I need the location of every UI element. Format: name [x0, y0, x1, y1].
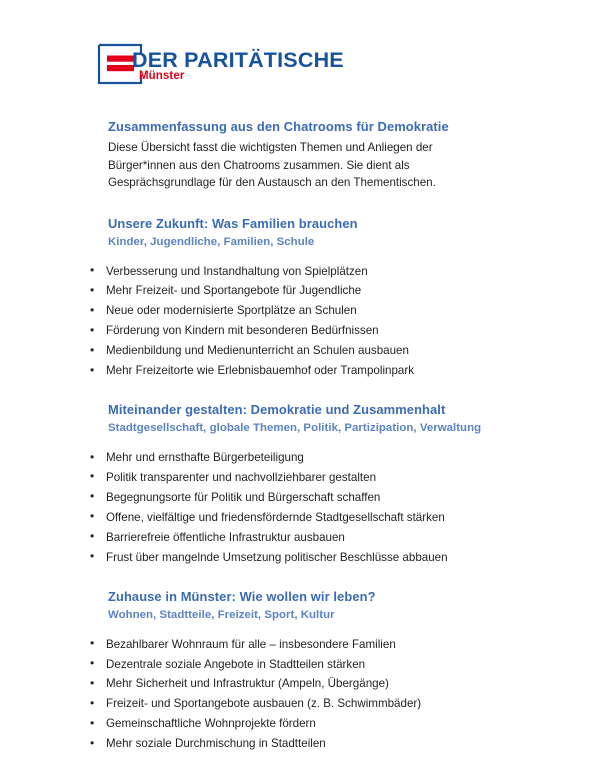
list-item: • Mehr soziale Durchmischung in Stadtteilen [90, 736, 508, 751]
section-bullet-list [108, 264, 508, 379]
document-title: Zusammenfassung aus den Chatrooms für Demokratie [108, 119, 449, 134]
list-item: • Verbesserung und Instandhaltung von Spielplätzen [90, 264, 508, 279]
list-item: • Offene, vielfältige und friedensfördernde Stadtgesellschaft stärken [90, 510, 508, 525]
list-item: • Dezentrale soziale Angebote in Stadtteilen stärken [90, 657, 508, 672]
list-item: • Mehr und ernsthafte Bürgerbeteiligung [90, 450, 508, 465]
section-demokratie [108, 402, 508, 565]
document-content [108, 119, 508, 756]
list-item: • Frust über mangelnde Umsetzung politischer Beschlüsse abbauen [90, 550, 508, 565]
section-heading: Unsere Zukunft: Was Familien brauchen [108, 215, 358, 231]
list-item: • Begegnungsorte für Politik und Bürgerschaft schaffen [90, 490, 508, 505]
section-bullet-list [108, 450, 508, 565]
list-item: • Bezahlbarer Wohnraum für alle – insbesondere Familien [90, 637, 508, 652]
section-subheading: Kinder, Jugendliche, Familien, Schule [108, 235, 315, 248]
section-wohnen [108, 589, 508, 752]
logo-wordmark: DER PARITÄTISCHE [132, 48, 344, 72]
section-familien [108, 216, 508, 379]
list-item: • Mehr Freizeit- und Sportangebote für Jugendliche [90, 283, 508, 298]
list-item: • Politik transparenter und nachvollziehbarer gestalten [90, 470, 508, 485]
list-item: • Barrierefreie öffentliche Infrastruktur ausbauen [90, 530, 508, 545]
list-item: • Freizeit- und Sportangebote ausbauen (z. B. Schwimmbäder) [90, 696, 508, 711]
section-subheading: Wohnen, Stadtteile, Freizeit, Sport, Kultur [108, 608, 335, 621]
section-subheading: Stadtgesellschaft, globale Themen, Politik, Partizipation, Verwaltung [108, 422, 482, 435]
section-heading: Miteinander gestalten: Demokratie und Zusammenhalt [108, 402, 446, 418]
section-bullet-list [108, 637, 508, 752]
list-item: • Mehr Freizeitorte wie Erlebnisbauemhof oder Trampolinpark [90, 363, 508, 378]
logo-city-label: Münster [139, 70, 185, 82]
list-item: • Gemeinschaftliche Wohnprojekte fördern [90, 716, 508, 731]
list-item: • Mehr Sicherheit und Infrastruktur (Ampeln, Übergänge) [90, 676, 508, 691]
organization-logo [96, 42, 356, 90]
list-item: • Förderung von Kindern mit besonderen Bedürfnissen [90, 323, 508, 338]
list-item: • Neue oder modernisierte Sportplätze an Schulen [90, 303, 508, 318]
list-item: • Medienbildung und Medienunterricht an Schulen ausbauen [90, 343, 508, 358]
section-heading: Zuhause in Münster: Wie wollen wir leben? [108, 589, 376, 605]
document-intro-paragraph: Diese Übersicht fasst die wichtigsten Themen und Anliegen der Bürger*innen aus den Chatrooms zusammen. Sie dient als Gesprächsgrundlage für den Austausch an den Thementischen. [108, 141, 436, 190]
